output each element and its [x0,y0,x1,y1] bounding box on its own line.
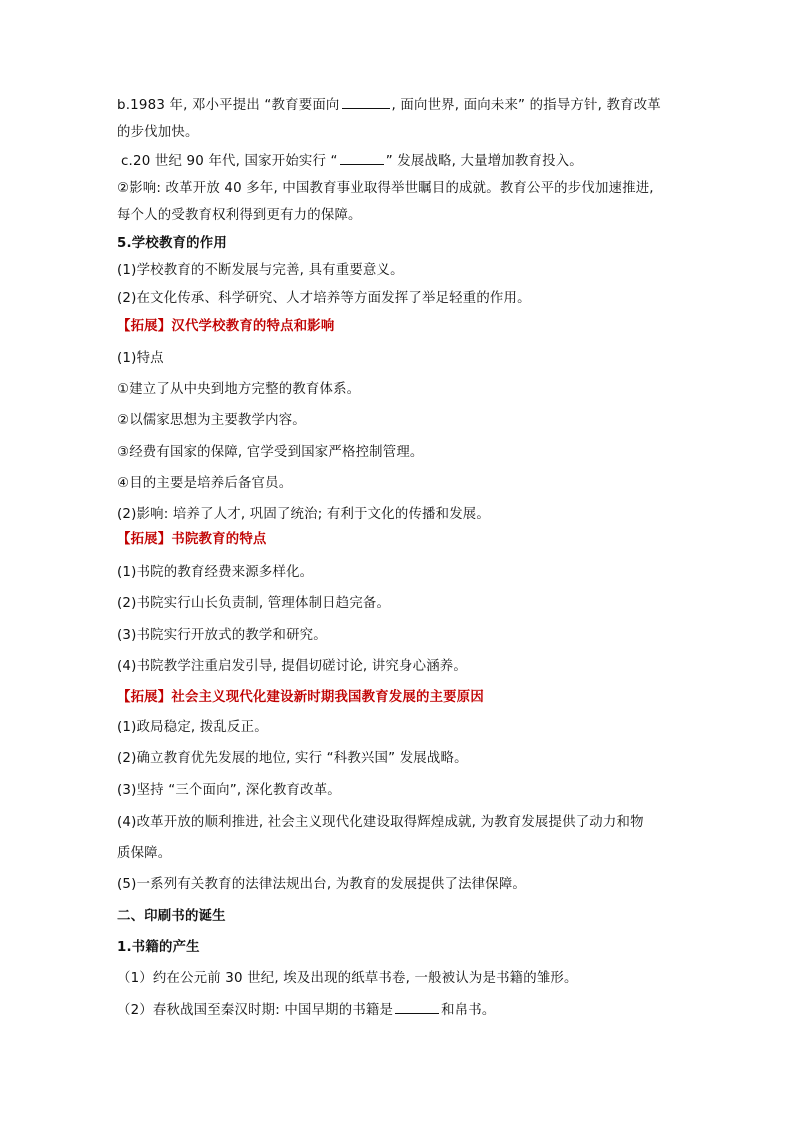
ext-academy-item-3: (3)书院实行开放式的教学和研究。 [117,628,327,643]
b-item-line2: 的步伐加快。 [117,125,199,140]
ext-modern-item-1: (1)政局稳定, 拨乱反正。 [117,720,268,735]
ext-academy-item-2: (2)书院实行山长负责制, 管理体制日趋完备。 [117,596,391,611]
ext-academy-item-4: (4)书院教学注重启发引导, 提倡切磋讨论, 讲究身心涵养。 [117,659,467,674]
fill-blank[interactable] [342,96,390,109]
b-item-text-2: , 面向世界, 面向未来” 的指导方针, 教育改革 [391,98,661,113]
ext-han-item-4: ④目的主要是培养后备官员。 [117,476,293,491]
fill-blank[interactable] [395,1001,439,1014]
ext-academy-item-1: (1)书院的教育经费来源多样化。 [117,565,314,580]
ext-han-sub: (1)特点 [117,351,164,366]
c-item-text-1: c.20 世纪 90 年代, 国家开始实行 “ [121,154,338,169]
ext-modern-item-4: (4)改革开放的顺利推进, 社会主义现代化建设取得辉煌成就, 为教育发展提供了动力和物 [117,815,644,830]
section5-item-2: (2)在文化传承、科学研究、人才培养等方面发挥了举足轻重的作用。 [117,291,531,306]
section-two-item-1: （1）约在公元前 30 世纪, 埃及出现的纸草书卷, 一般被认为是书籍的雏形。 [117,971,578,986]
influence-line1: ②影响: 改革开放 40 多年, 中国教育事业取得举世瞩目的成就。教育公平的步伐加速推进, [117,181,654,196]
influence-line2: 每个人的受教育权利得到更有力的保障。 [117,208,362,223]
ext-modern-item-2: (2)确立教育优先发展的地位, 实行 “科教兴国” 发展战略。 [117,751,468,766]
ext-tag: 【拓展】 [117,532,172,547]
ext-modern-item-4-cont: 质保障。 [117,846,172,861]
section-two-item-2-text-2: 和帛书。 [441,1003,496,1018]
ext-han-title: 汉代学校教育的特点和影响 [171,319,335,334]
ext-han-item-3: ③经费有国家的保障, 官学受到国家严格控制管理。 [117,445,424,460]
ext-tag: 【拓展】 [117,690,172,705]
ext-academy-heading [117,531,267,549]
ext-modern-heading [117,689,484,707]
ext-han-item-2: ②以儒家思想为主要教学内容。 [117,413,306,428]
ext-modern-item-3: (3)坚持 “三个面向”, 深化教育改革。 [117,783,341,798]
ext-modern-title: 社会主义现代化建设新时期我国教育发展的主要原因 [171,690,484,705]
section-two-item-2-text-1: （2）春秋战国至秦汉时期: 中国早期的书籍是 [117,1003,394,1018]
section-two-sub-heading: 1.书籍的产生 [117,940,200,955]
section-two-heading: 二、印刷书的诞生 [117,909,226,924]
section-two-item-2 [117,1001,495,1020]
ext-han-item-1: ①建立了从中央到地方完整的教育体系。 [117,382,361,397]
ext-han-impact: (2)影响: 培养了人才, 巩固了统治; 有利于文化的传播和发展。 [117,507,490,522]
section5-item-1: (1)学校教育的不断发展与完善, 具有重要意义。 [117,263,404,278]
ext-tag: 【拓展】 [117,319,172,334]
ext-modern-item-5: (5)一系列有关教育的法律法规出台, 为教育的发展提供了法律保障。 [117,877,527,892]
b-item-line1 [117,96,661,115]
fill-blank[interactable] [340,152,384,165]
ext-han-heading [117,318,334,336]
b-item-text-1: b.1983 年, 邓小平提出 “教育要面向 [117,98,340,113]
c-item-text-2: ” 发展战略, 大量增加教育投入。 [385,154,583,169]
c-item-line [121,152,583,171]
ext-academy-title: 书院教育的特点 [171,532,267,547]
section5-heading: 5.学校教育的作用 [117,236,227,251]
